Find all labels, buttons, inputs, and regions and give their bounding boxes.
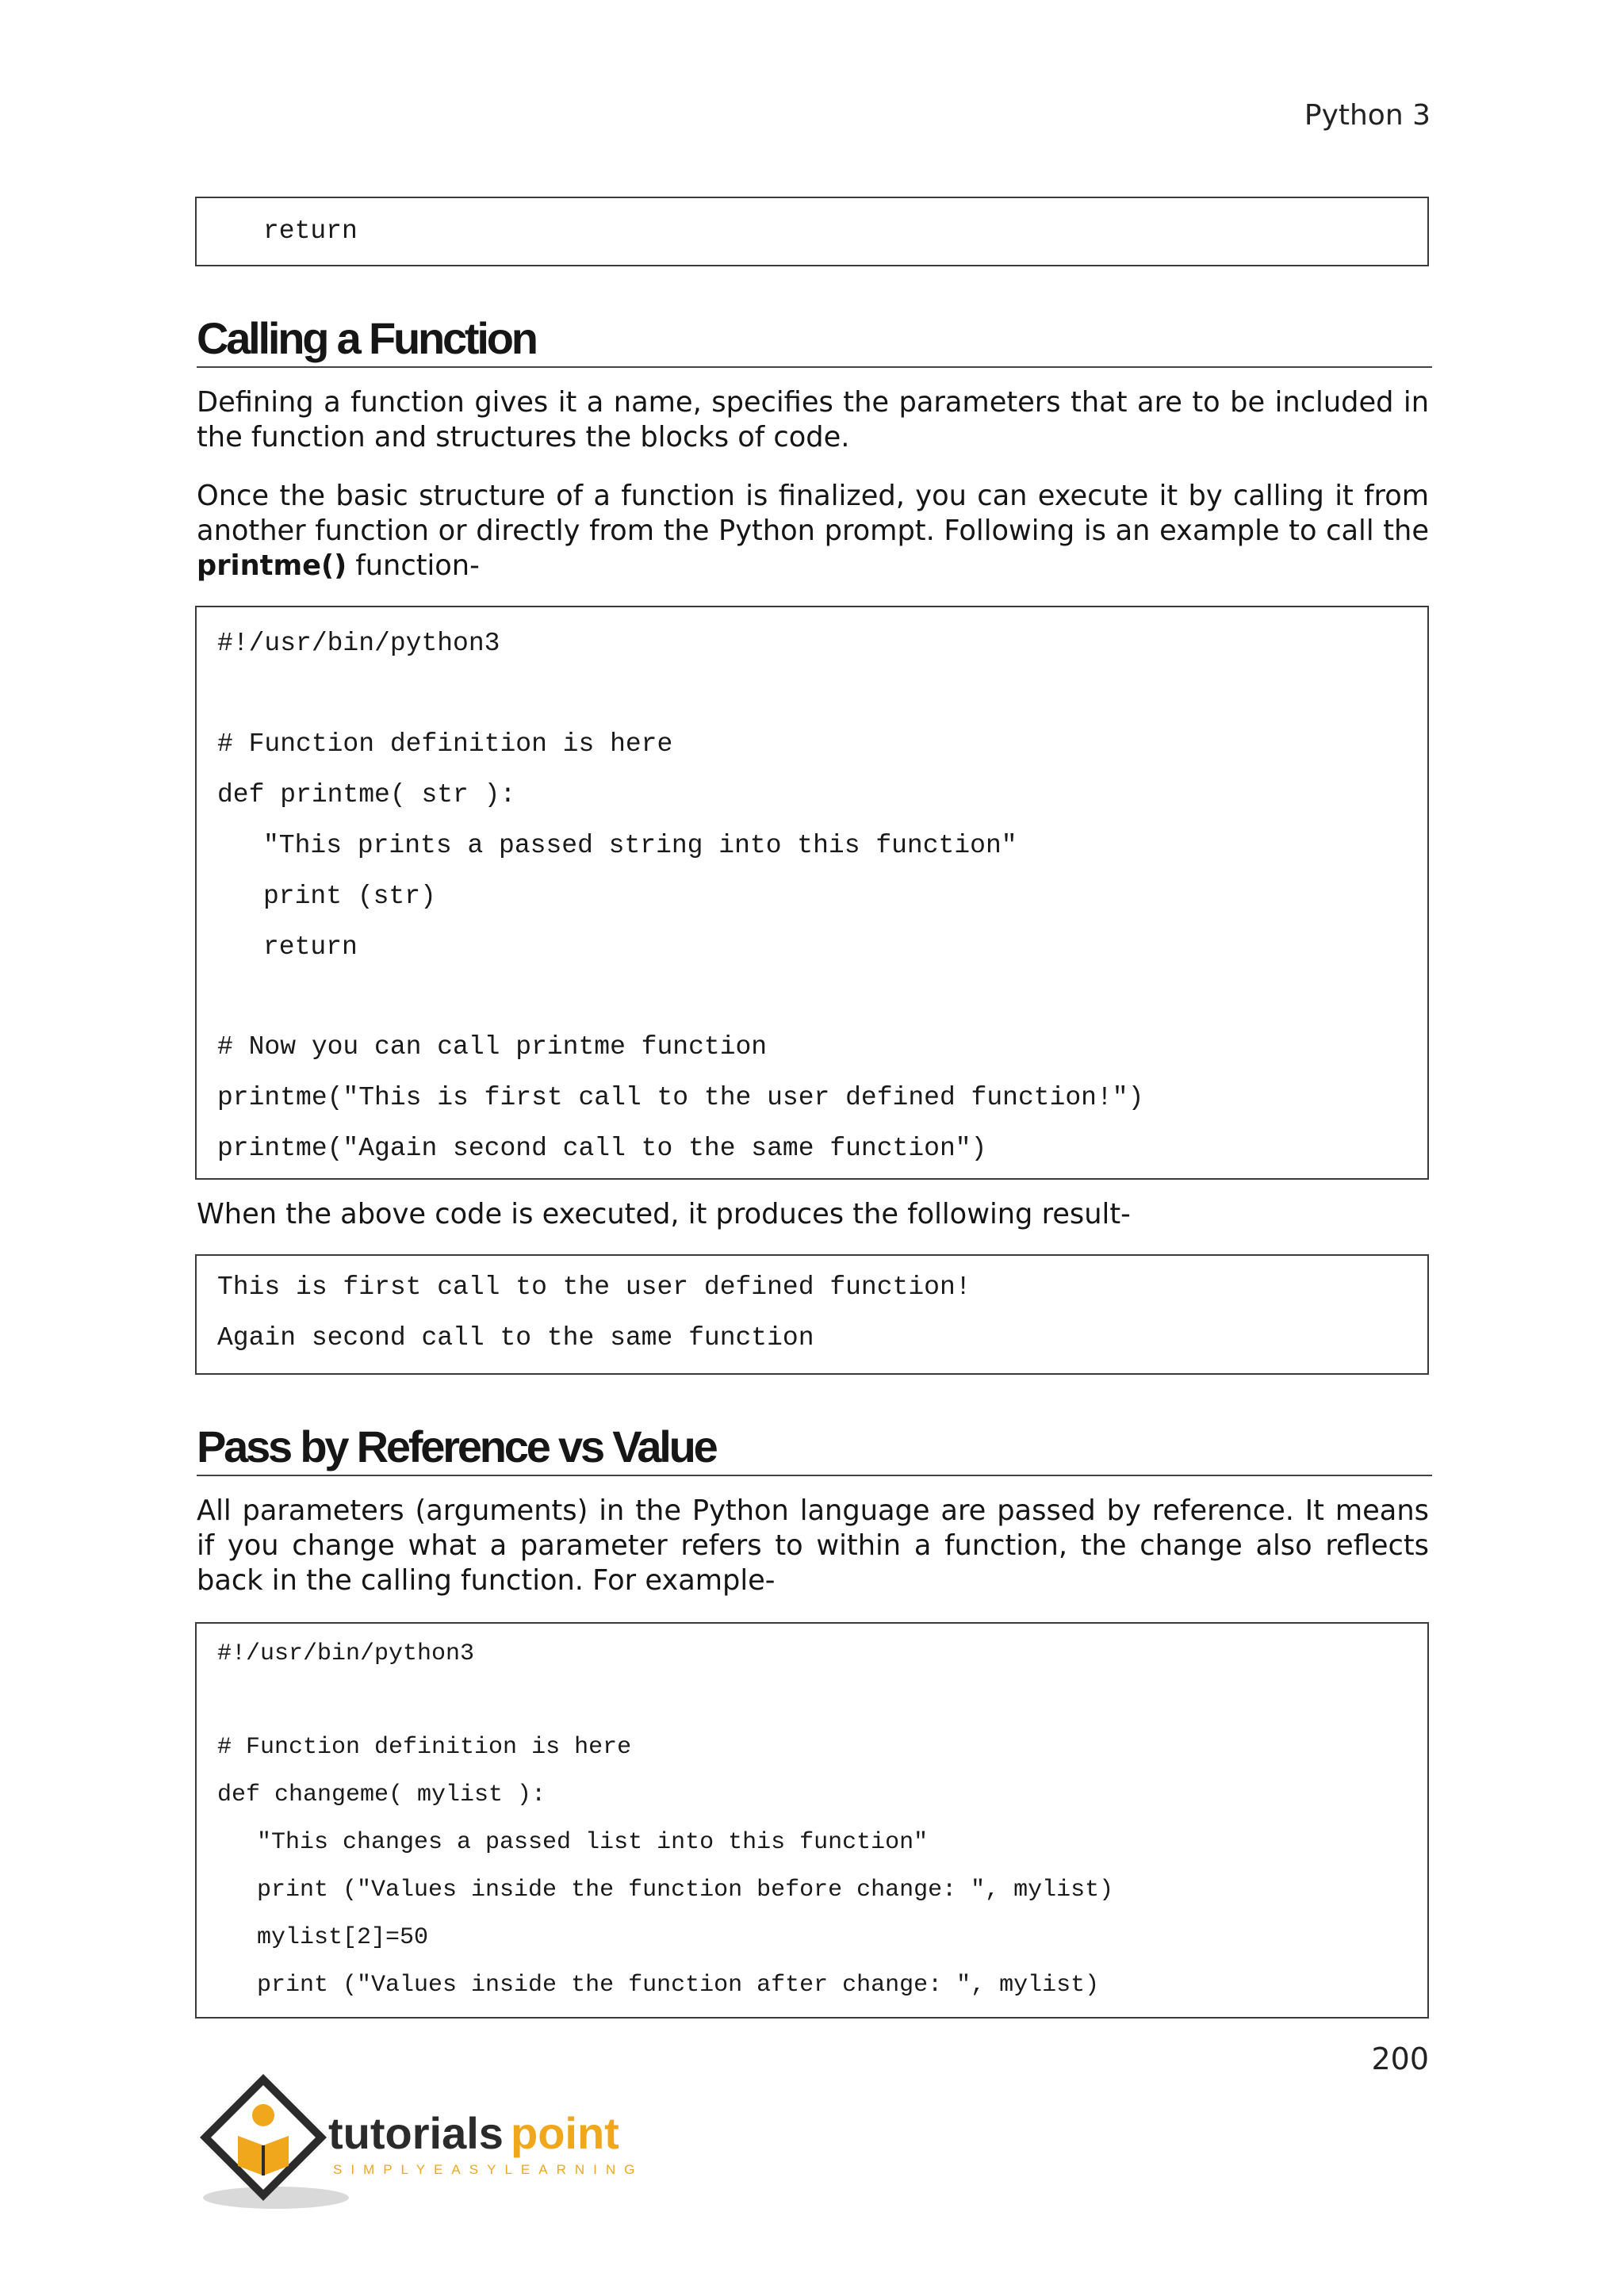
section-heading-pass-by-reference: Pass by Reference vs Value: [197, 1422, 1432, 1476]
code-line: printme("Again second call to the same function"): [217, 1134, 987, 1163]
code-line: # Function definition is here: [217, 729, 673, 759]
tutorialspoint-logo: [197, 2069, 657, 2212]
page-header-title: Python 3: [1304, 99, 1431, 132]
code-line: "This prints a passed string into this function": [263, 831, 1017, 860]
paragraph-result-intro: When the above code is executed, it produces the following result-: [197, 1198, 1131, 1230]
code-line: def changeme( mylist ):: [217, 1781, 546, 1808]
paragraph-pass-by-reference: All parameters (arguments) in the Python language are passed by reference. It means if you change what a parameter refers to within a function, the change also reflects back in the calling function. For example-: [197, 1494, 1429, 1597]
code-line: #!/usr/bin/python3: [217, 629, 500, 658]
code-line: This is first call to the user defined function!: [217, 1272, 971, 1302]
code-block-output: [195, 1254, 1429, 1375]
code-line: printme("This is first call to the user defined function!"): [217, 1083, 1144, 1112]
code-line: print ("Values inside the function after change: ", mylist): [257, 1972, 1100, 1999]
logo-word-point: point: [511, 2108, 619, 2158]
page-number: 200: [1371, 2042, 1429, 2076]
logo-word-tutorials: tutorials: [328, 2108, 504, 2158]
code-line: def printme( str ):: [217, 780, 516, 809]
code-line: #!/usr/bin/python3: [217, 1640, 475, 1667]
code-block-printme-example: [195, 606, 1429, 1180]
logo-tagline: SIMPLYEASYLEARNING: [333, 2162, 644, 2177]
inline-code-printme: printme(): [197, 549, 347, 582]
logo-figure-head: [252, 2104, 274, 2126]
paragraph-text-tail: function-: [347, 549, 480, 582]
paragraph-calling-function: [197, 479, 1429, 584]
code-line: print (str): [263, 882, 436, 911]
logo-shadow: [203, 2187, 349, 2209]
code-block-changeme-example: [195, 1622, 1429, 2019]
paragraph-defining-function: Defining a function gives it a name, specifies the parameters that are to be included in the function and structures the blocks of code.: [197, 386, 1429, 453]
code-line: # Now you can call printme function: [217, 1032, 768, 1062]
code-line: return: [263, 932, 358, 962]
code-line: print ("Values inside the function before change: ", mylist): [257, 1877, 1114, 1904]
code-block-return: [195, 197, 1429, 266]
code-line: mylist[2]=50: [257, 1924, 429, 1951]
code-line: Again second call to the same function: [217, 1323, 814, 1353]
code-line: "This changes a passed list into this function": [257, 1829, 929, 1856]
code-line: return: [263, 216, 358, 246]
code-line: # Function definition is here: [217, 1734, 632, 1761]
section-heading-calling-a-function: Calling a Function: [197, 314, 1432, 368]
paragraph-text: Once the basic structure of a function is finalized, you can execute it by calling it from another function or directly from the Python prompt. Following is an example to call the: [197, 480, 1429, 547]
